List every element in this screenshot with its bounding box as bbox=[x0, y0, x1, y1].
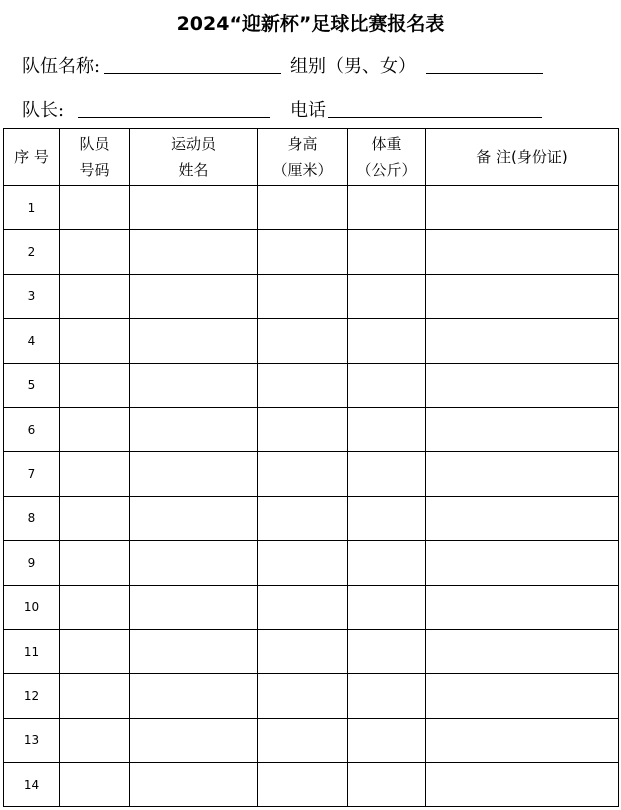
player-number-cell[interactable] bbox=[60, 541, 130, 585]
header-player-number bbox=[60, 129, 130, 186]
row-number: 9 bbox=[4, 541, 60, 585]
remarks-cell[interactable] bbox=[426, 363, 619, 407]
player-number-cell[interactable] bbox=[60, 674, 130, 718]
height-cell[interactable] bbox=[258, 585, 348, 629]
header-line: （厘米） bbox=[272, 161, 333, 179]
remarks-cell[interactable] bbox=[426, 763, 619, 807]
remarks-cell[interactable] bbox=[426, 407, 619, 451]
header-line: 备 注(身份证) bbox=[476, 148, 568, 166]
player-number-cell[interactable] bbox=[60, 629, 130, 673]
remarks-cell[interactable] bbox=[426, 452, 619, 496]
player-number-cell[interactable] bbox=[60, 186, 130, 230]
row-number: 8 bbox=[4, 496, 60, 540]
remarks-cell[interactable] bbox=[426, 629, 619, 673]
athlete-name-cell[interactable] bbox=[130, 319, 258, 363]
weight-cell[interactable] bbox=[348, 718, 426, 762]
table-row bbox=[4, 319, 619, 363]
header-seq bbox=[4, 129, 60, 186]
player-number-cell[interactable] bbox=[60, 496, 130, 540]
header-line: 运动员 bbox=[170, 135, 216, 153]
player-number-cell[interactable] bbox=[60, 407, 130, 451]
header-line: 身高 bbox=[287, 135, 318, 153]
table-row bbox=[4, 674, 619, 718]
captain-field[interactable] bbox=[78, 117, 270, 118]
height-cell[interactable] bbox=[258, 629, 348, 673]
remarks-cell[interactable] bbox=[426, 186, 619, 230]
player-number-cell[interactable] bbox=[60, 274, 130, 318]
remarks-cell[interactable] bbox=[426, 274, 619, 318]
remarks-cell[interactable] bbox=[426, 585, 619, 629]
height-cell[interactable] bbox=[258, 496, 348, 540]
athlete-name-cell[interactable] bbox=[130, 763, 258, 807]
athlete-name-cell[interactable] bbox=[130, 585, 258, 629]
table-header-row bbox=[4, 129, 619, 186]
athlete-name-cell[interactable] bbox=[130, 496, 258, 540]
athlete-name-cell[interactable] bbox=[130, 230, 258, 274]
athlete-name-cell[interactable] bbox=[130, 186, 258, 230]
row-number: 1 bbox=[4, 186, 60, 230]
weight-cell[interactable] bbox=[348, 186, 426, 230]
athlete-name-cell[interactable] bbox=[130, 674, 258, 718]
table-row bbox=[4, 230, 619, 274]
weight-cell[interactable] bbox=[348, 674, 426, 718]
group-label: 组别（男、女） bbox=[290, 56, 416, 77]
row-number: 3 bbox=[4, 274, 60, 318]
weight-cell[interactable] bbox=[348, 407, 426, 451]
header-line: 体重 bbox=[371, 135, 402, 153]
height-cell[interactable] bbox=[258, 186, 348, 230]
weight-cell[interactable] bbox=[348, 585, 426, 629]
phone-field[interactable] bbox=[328, 117, 542, 118]
row-number: 12 bbox=[4, 674, 60, 718]
header-height bbox=[258, 129, 348, 186]
header-remarks bbox=[426, 129, 619, 186]
header-athlete-name bbox=[130, 129, 258, 186]
height-cell[interactable] bbox=[258, 674, 348, 718]
row-number: 7 bbox=[4, 452, 60, 496]
player-number-cell[interactable] bbox=[60, 363, 130, 407]
table-row bbox=[4, 629, 619, 673]
captain-label: 队长: bbox=[22, 100, 65, 121]
weight-cell[interactable] bbox=[348, 230, 426, 274]
header-line: （公斤） bbox=[356, 161, 417, 179]
height-cell[interactable] bbox=[258, 407, 348, 451]
height-cell[interactable] bbox=[258, 541, 348, 585]
athlete-name-cell[interactable] bbox=[130, 274, 258, 318]
height-cell[interactable] bbox=[258, 452, 348, 496]
weight-cell[interactable] bbox=[348, 629, 426, 673]
height-cell[interactable] bbox=[258, 718, 348, 762]
remarks-cell[interactable] bbox=[426, 230, 619, 274]
athlete-name-cell[interactable] bbox=[130, 541, 258, 585]
height-cell[interactable] bbox=[258, 763, 348, 807]
header-line: 号码 bbox=[79, 161, 110, 179]
player-number-cell[interactable] bbox=[60, 763, 130, 807]
phone-label: 电话 bbox=[290, 100, 326, 121]
athlete-name-cell[interactable] bbox=[130, 629, 258, 673]
table-row bbox=[4, 763, 619, 807]
height-cell[interactable] bbox=[258, 363, 348, 407]
table-row bbox=[4, 496, 619, 540]
row-number: 4 bbox=[4, 319, 60, 363]
registration-table bbox=[3, 128, 619, 807]
weight-cell[interactable] bbox=[348, 274, 426, 318]
table-body bbox=[4, 186, 619, 807]
weight-cell[interactable] bbox=[348, 363, 426, 407]
weight-cell[interactable] bbox=[348, 763, 426, 807]
player-number-cell[interactable] bbox=[60, 585, 130, 629]
team-name-field[interactable] bbox=[104, 73, 281, 74]
remarks-cell[interactable] bbox=[426, 541, 619, 585]
remarks-cell[interactable] bbox=[426, 496, 619, 540]
header-line: 序 号 bbox=[14, 148, 49, 166]
weight-cell[interactable] bbox=[348, 452, 426, 496]
player-number-cell[interactable] bbox=[60, 718, 130, 762]
form-title: 2024“迎新杯”足球比赛报名表 bbox=[176, 13, 445, 35]
table-row bbox=[4, 274, 619, 318]
captain-info-row bbox=[22, 96, 621, 126]
row-number: 5 bbox=[4, 363, 60, 407]
table-row bbox=[4, 541, 619, 585]
player-number-cell[interactable] bbox=[60, 452, 130, 496]
header-line: 队员 bbox=[79, 135, 110, 153]
team-name-label: 队伍名称: bbox=[22, 56, 101, 77]
header-weight bbox=[348, 129, 426, 186]
row-number: 2 bbox=[4, 230, 60, 274]
athlete-name-cell[interactable] bbox=[130, 718, 258, 762]
height-cell[interactable] bbox=[258, 319, 348, 363]
player-number-cell[interactable] bbox=[60, 230, 130, 274]
table-row bbox=[4, 452, 619, 496]
height-cell[interactable] bbox=[258, 230, 348, 274]
row-number: 11 bbox=[4, 629, 60, 673]
remarks-cell[interactable] bbox=[426, 674, 619, 718]
row-number: 6 bbox=[4, 407, 60, 451]
group-field[interactable] bbox=[426, 73, 543, 74]
athlete-name-cell[interactable] bbox=[130, 363, 258, 407]
table-row bbox=[4, 363, 619, 407]
athlete-name-cell[interactable] bbox=[130, 452, 258, 496]
athlete-name-cell[interactable] bbox=[130, 407, 258, 451]
team-info-row bbox=[22, 52, 621, 82]
remarks-cell[interactable] bbox=[426, 319, 619, 363]
weight-cell[interactable] bbox=[348, 319, 426, 363]
table-row bbox=[4, 407, 619, 451]
player-number-cell[interactable] bbox=[60, 319, 130, 363]
row-number: 14 bbox=[4, 763, 60, 807]
remarks-cell[interactable] bbox=[426, 718, 619, 762]
table-row bbox=[4, 585, 619, 629]
row-number: 13 bbox=[4, 718, 60, 762]
header-line: 姓名 bbox=[178, 161, 209, 179]
height-cell[interactable] bbox=[258, 274, 348, 318]
weight-cell[interactable] bbox=[348, 496, 426, 540]
table-row bbox=[4, 718, 619, 762]
weight-cell[interactable] bbox=[348, 541, 426, 585]
table-row bbox=[4, 186, 619, 230]
row-number: 10 bbox=[4, 585, 60, 629]
